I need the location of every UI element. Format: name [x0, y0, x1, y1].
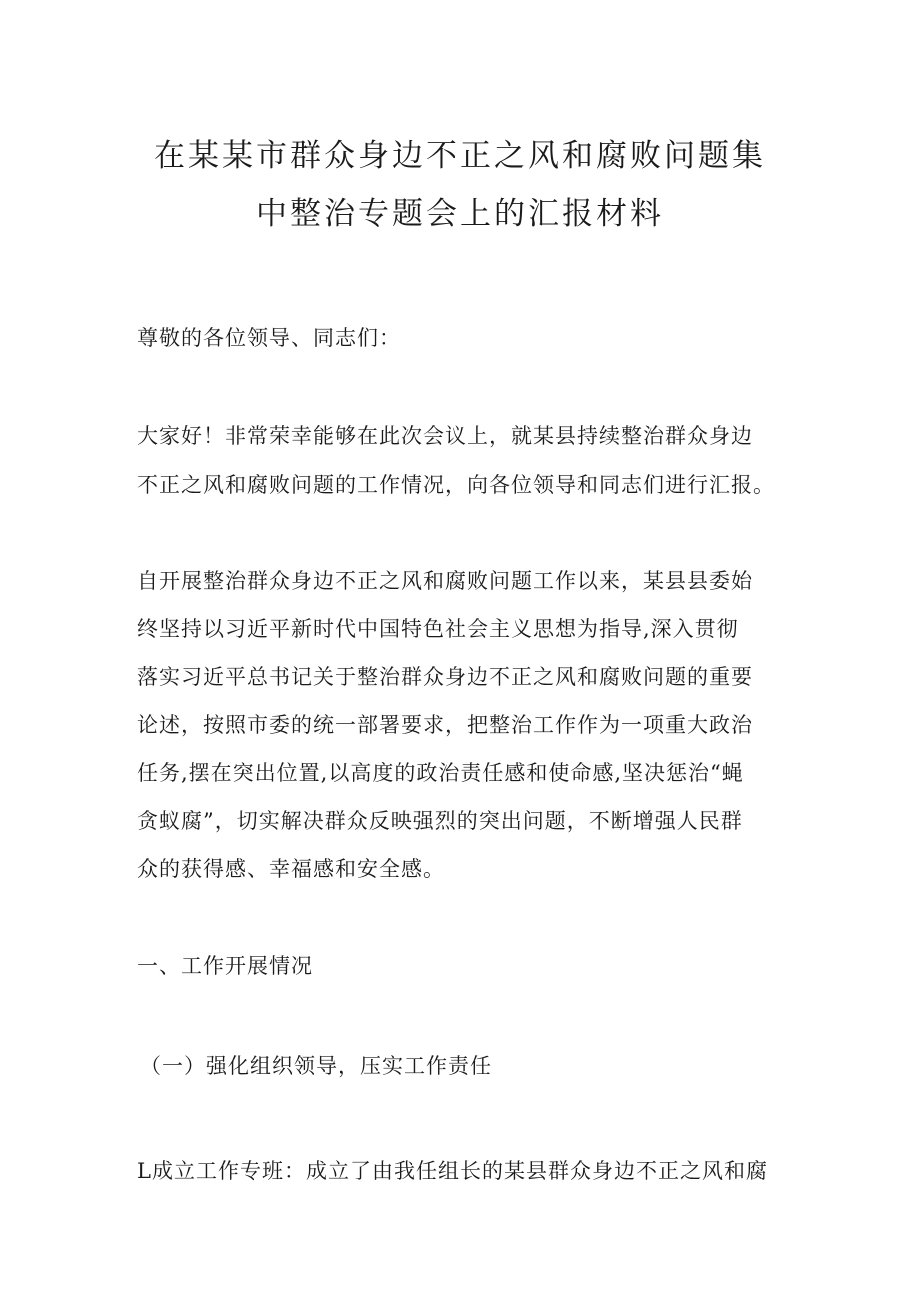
section-heading-1: 一、工作开展情况	[137, 954, 313, 978]
document-title-line-2: 中整治专题会上的汇报材料	[256, 196, 664, 232]
paragraph-2-line-2: 终坚持以习近平新时代中国特色社会主义思想为指导,深入贯彻	[137, 617, 739, 641]
item-1-line-1: L成立工作专班：成立了由我任组长的某县群众身边不正之风和腐	[137, 1159, 768, 1183]
document-title-line-1: 在某某市群众身边不正之风和腐败问题集	[154, 138, 766, 174]
paragraph-2-line-1: 自开展整治群众身边不正之风和腐败问题工作以来，某县县委始	[137, 569, 753, 593]
salutation: 尊敬的各位领导、同志们：	[137, 326, 401, 350]
paragraph-2-line-7: 众的获得感、幸福感和安全感。	[137, 857, 445, 881]
subsection-heading-1: （一）强化组织领导，压实工作责任	[140, 1054, 492, 1078]
paragraph-2-line-5: 任务,摆在突出位置,以高度的政治责任感和使命感,坚决惩治“蝇	[137, 761, 744, 785]
paragraph-2-line-3: 落实习近平总书记关于整治群众身边不正之风和腐败问题的重要	[137, 665, 753, 689]
paragraph-2-line-6: 贪蚁腐”，切实解决群众反映强烈的突出问题，不断增强人民群	[137, 809, 743, 833]
paragraph-1-line-1: 大家好！非常荣幸能够在此次会议上，就某县持续整治群众身边	[137, 424, 753, 448]
paragraph-2-line-4: 论述，按照市委的统一部署要求，把整治工作作为一项重大政治	[137, 713, 753, 737]
paragraph-1-line-2: 不正之风和腐败问题的工作情况，向各位领导和同志们进行汇报。	[137, 473, 775, 497]
